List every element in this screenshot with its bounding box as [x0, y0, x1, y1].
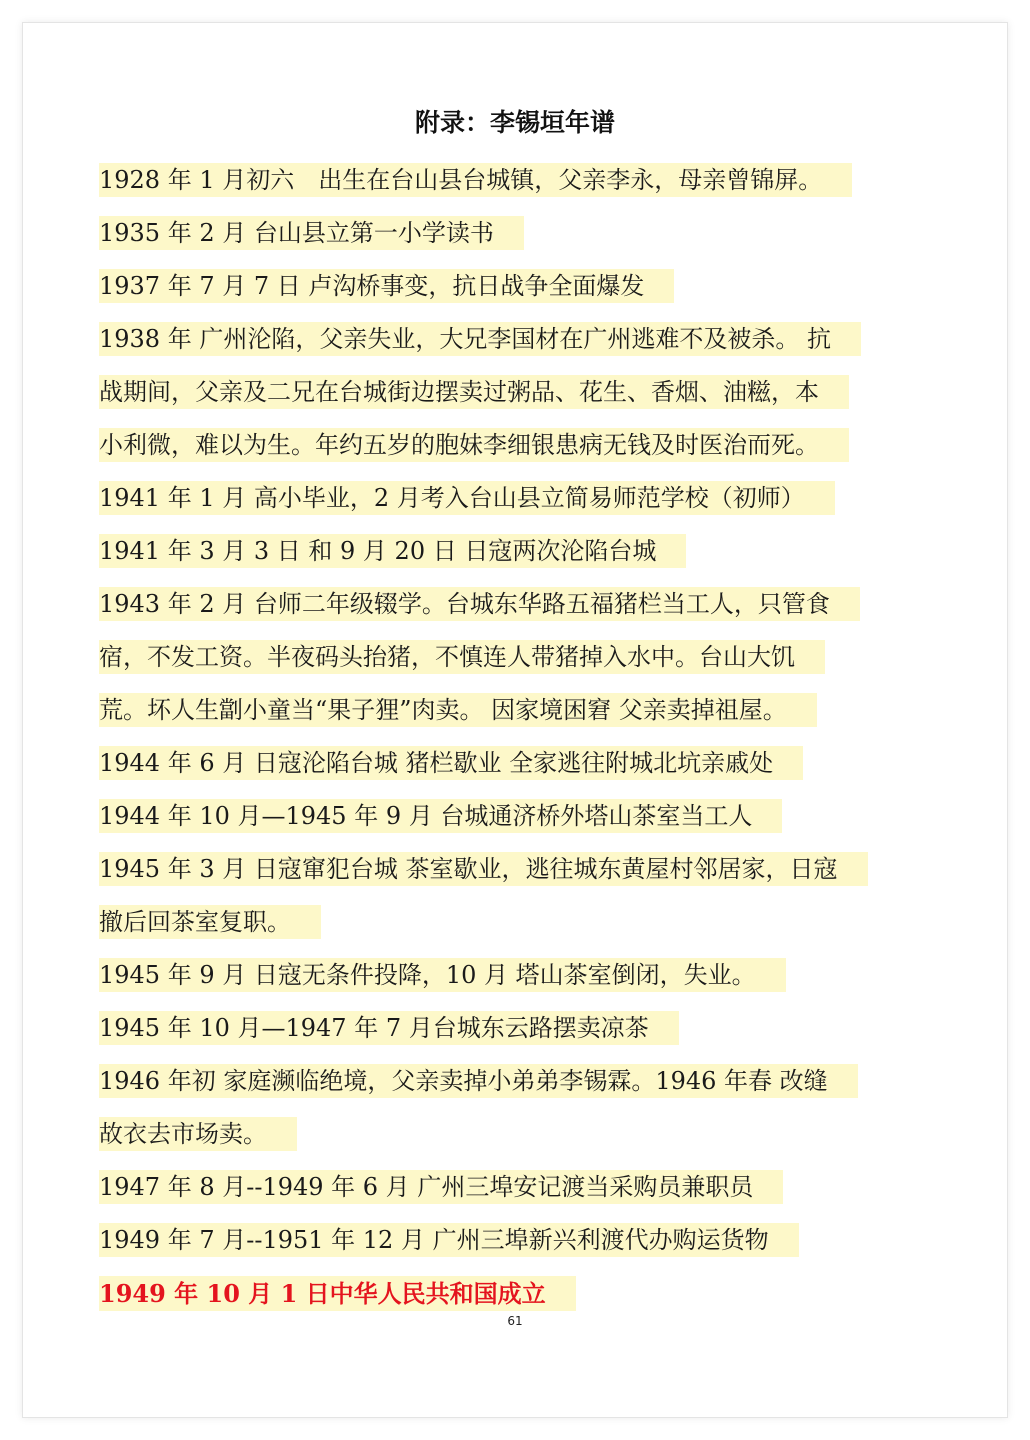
chronology-line: 1928 年 1 月初六 出生在台山县台城镇，父亲李永，母亲曾锦屏。	[99, 154, 939, 207]
chronology-line: 1935 年 2 月 台山县立第一小学读书	[99, 207, 939, 260]
chronology-line: 1937 年 7 月 7 日 卢沟桥事变，抗日战争全面爆发	[99, 260, 939, 313]
chronology-line: 1945 年 10 月—1947 年 7 月台城东云路摆卖凉茶	[99, 1002, 939, 1055]
chronology-line: 撤后回茶室复职。	[99, 896, 939, 949]
chronology-line: 1945 年 9 月 日寇无条件投降，10 月 塔山茶室倒闭，失业。	[99, 949, 939, 1002]
chronology-list	[99, 154, 939, 1320]
chronology-line: 荒。坏人生劏小童当“果子狸”肉卖。 因家境困窘 父亲卖掉祖屋。	[99, 684, 939, 737]
chronology-line: 1945 年 3 月 日寇窜犯台城 茶室歇业，逃往城东黄屋村邻居家，日寇	[99, 843, 939, 896]
chronology-line: 1946 年初 家庭濒临绝境，父亲卖掉小弟弟李锡霖。1946 年春 改缝	[99, 1055, 939, 1108]
chronology-line: 小利微，难以为生。年约五岁的胞妹李细银患病无钱及时医治而死。	[99, 419, 939, 472]
chronology-line: 战期间，父亲及二兄在台城街边摆卖过粥品、花生、香烟、油糍，本	[99, 366, 939, 419]
chronology-line: 1944 年 6 月 日寇沦陷台城 猪栏歇业 全家逃往附城北坑亲戚处	[99, 737, 939, 790]
chronology-line: 1941 年 3 月 3 日 和 9 月 20 日 日寇两次沦陷台城	[99, 525, 939, 578]
chronology-line: 1941 年 1 月 高小毕业，2 月考入台山县立简易师范学校（初师）	[99, 472, 939, 525]
chronology-line: 宿，不发工资。半夜码头抬猪，不慎连人带猪掉入水中。台山大饥	[99, 631, 939, 684]
page-number: 61	[507, 1314, 523, 1328]
highlight-line-prc-founding: 1949 年 10 月 1 日中华人民共和国成立	[99, 1267, 939, 1320]
chronology-line: 1944 年 10 月—1945 年 9 月 台城通济桥外塔山茶室当工人	[99, 790, 939, 843]
chronology-line: 1947 年 8 月--1949 年 6 月 广州三埠安记渡当采购员兼职员	[99, 1161, 939, 1214]
chronology-line: 1938 年 广州沦陷，父亲失业，大兄李国材在广州逃难不及被杀。 抗	[99, 313, 939, 366]
chronology-line: 1943 年 2 月 台师二年级辍学。台城东华路五福猪栏当工人，只管食	[99, 578, 939, 631]
chronology-line: 1949 年 7 月--1951 年 12 月 广州三埠新兴利渡代办购运货物	[99, 1214, 939, 1267]
document-title: 附录：李锡垣年谱	[414, 108, 615, 137]
chronology-line: 故衣去市场卖。	[99, 1108, 939, 1161]
